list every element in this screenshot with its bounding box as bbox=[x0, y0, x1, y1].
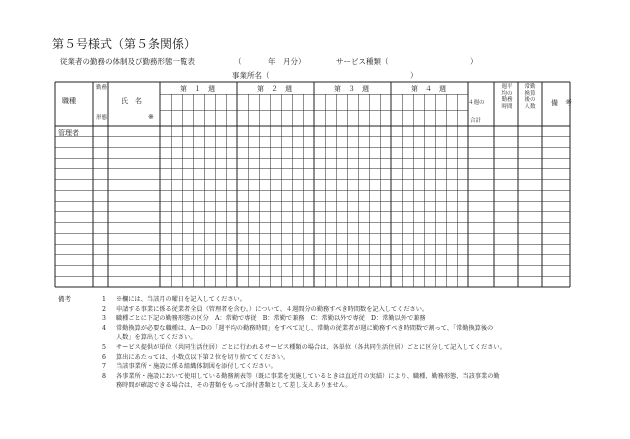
col-header-mark: ※ bbox=[148, 113, 154, 121]
note-number: 2 bbox=[102, 305, 106, 313]
note-number: 4 bbox=[102, 324, 106, 332]
month-open-paren: （ bbox=[234, 57, 242, 66]
note-text: 各事業所・施設において使用している勤務割表等（既に事業を実施しているときは直近月の実績）により、職種、勤務形態、当該事業の勤 bbox=[116, 372, 500, 380]
service-type-close: ） bbox=[470, 57, 478, 66]
document-title: 従業者の勤務の体制及び勤務形態一覧表 bbox=[60, 57, 195, 66]
week-4-header: 第 ４ 週 bbox=[411, 85, 446, 93]
note-number: 3 bbox=[102, 315, 106, 323]
note-text: 務時間が確認できる場合は、その書類をもって添付書類として差し支えありません。 bbox=[116, 382, 352, 390]
row-label-manager: 管理者 bbox=[58, 129, 79, 137]
col-header-kinmu: 勤務 bbox=[96, 85, 108, 91]
col-header-shimei: 氏 名 bbox=[121, 97, 142, 105]
note-number: 8 bbox=[102, 372, 106, 380]
note-text: 申請する事業に係る従業者全員（管理者を含む。）について、４週間分の勤務すべき時間数を記入してください。 bbox=[116, 305, 429, 313]
office-name-label: 事業所名（ bbox=[232, 71, 270, 80]
col-header-weekly-avg: 週平 均の 勤務 時間 bbox=[501, 84, 513, 110]
office-name-close: ） bbox=[410, 71, 418, 80]
week-1-header: 第 １ 週 bbox=[180, 85, 215, 93]
note-text: 職種ごとに下記の勤務形態の区分 A：常勤で専従 B：常勤で兼務 C：常勤以外で専従 D：常勤以外で兼務 bbox=[116, 315, 426, 323]
col-header-keitai: 形態 bbox=[96, 115, 108, 121]
note-text: 当該事業所・施設に係る組織体制図を添付してください。 bbox=[116, 363, 277, 371]
col-header-fulltime-equiv: 常勤 換算 後の 人数 bbox=[524, 84, 536, 110]
note-text: ※欄には、当該月の曜日を記入してください。 bbox=[116, 296, 246, 303]
col-header-4week-total: ４週の bbox=[468, 100, 485, 106]
week-3-header: 第 ３ 週 bbox=[334, 85, 369, 93]
week-2-header: 第 ２ 週 bbox=[257, 85, 292, 93]
note-text: 算出にあたっては、小数点以下第２位を切り捨ててください。 bbox=[116, 353, 290, 361]
form-title: 第５号様式（第５条関係） bbox=[52, 37, 197, 51]
note-number: 6 bbox=[102, 353, 106, 361]
note-number: 1 bbox=[102, 296, 106, 303]
note-text: サービス提供が単位（共同生活住居）ごとに行われるサービス種類の場合は、各単位（各共同生活住居）ごとに区分して記入してください。 bbox=[116, 344, 506, 351]
note-text: 常勤換算が必要な職種は、A～Dの「週平均の勤務時間」をすべて足し、常勤の従業者が週に勤務すべき時間数で割って、「常勤換算後の bbox=[116, 324, 494, 332]
col-header-shokushu: 職種 bbox=[62, 97, 76, 105]
year-month-field: 年 月分） bbox=[268, 57, 306, 66]
col-header-remarks: 備 考 bbox=[551, 99, 572, 107]
note-number: 7 bbox=[102, 363, 106, 371]
service-type-label: サービス種類（ bbox=[336, 57, 389, 66]
note-text: 人数」を算出してください。 bbox=[116, 334, 197, 342]
col-header-4week-total-2: 合計 bbox=[470, 118, 482, 124]
notes-label: 備考 bbox=[58, 295, 71, 303]
note-number: 5 bbox=[102, 344, 106, 351]
